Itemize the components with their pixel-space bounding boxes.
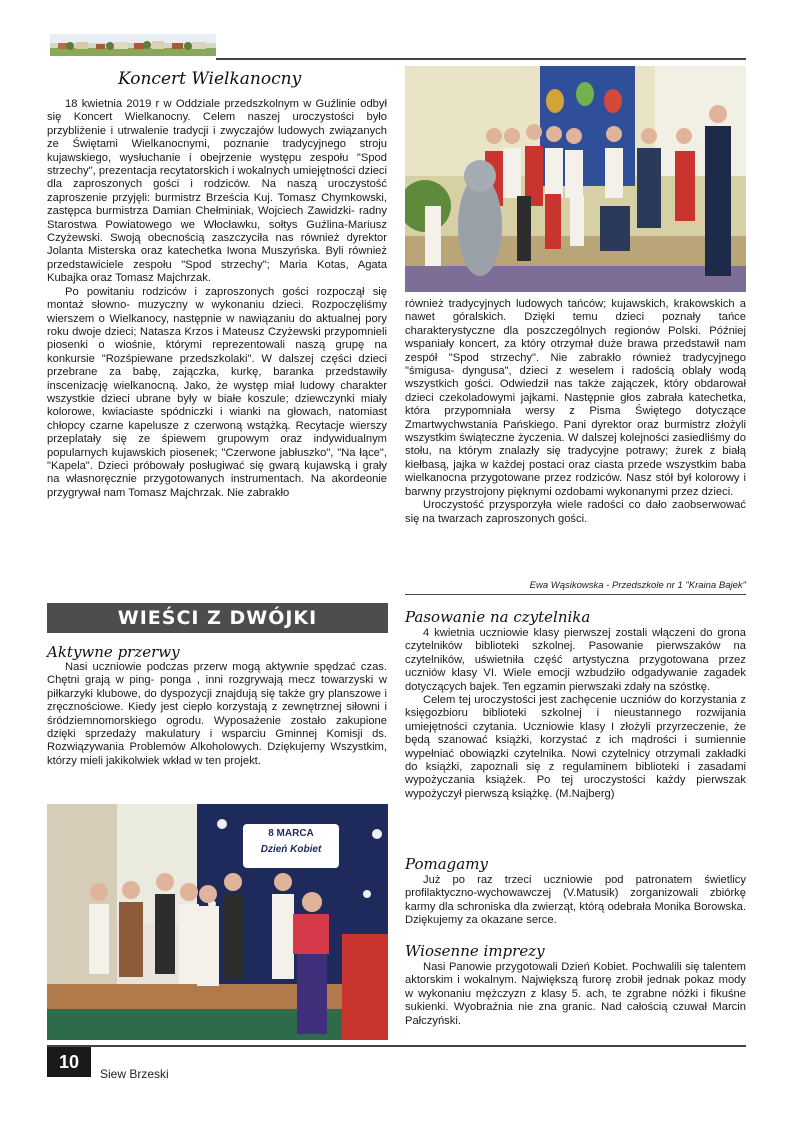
article-paragraph: 18 kwietnia 2019 r w Oddziale przedszkolnym w Guźlinie odbył się Koncert Wielkanocny. Celem naszej uroczystości było przybliżenie i utrwalenie tradycji i zwyczajów ludowych związanych ze Świętami Wielkanocnymi, poznanie tradycyjnego stroju kujawskiego, wysłuchanie i obejrzenie występu zespołu "Spod strzechy", prezentacja recytatorskich i wokalnych umiejętności dzieci dla zaproszonych gości i rodziców. Na naszą uroczystość zaproszenie przyjęli: burmistrz Brześcia Kuj. Tomasz Chymkowski, zastępca burmistrza Damian Chełminiak, Wojciech Zawidzki- radny Starostwa Powiatowego we Włocławku, sołtys Guźlina-Mariusz Czyżewski. Swoją obecnością zaszczyciła nas również dyrektor Jolanta Misterska oraz katechetka Iwona Muszyńska. Byli również przedstawiciele zespołu "Spod strzechy"; Maria Kotas, Agata Kubajka oraz Tomasz Majchrzak. — [47, 98, 387, 285]
pomagamy-text — [405, 874, 746, 934]
article-left-column — [47, 98, 387, 598]
womens-day-sign-line2: Dzień Kobiet — [260, 844, 322, 855]
folk-group-photo — [405, 66, 746, 292]
group-photo-image — [405, 66, 746, 292]
article-paragraph: również tradycyjnych ludowych tańców; kujawskich, krakowskich a nawet góralskich. Dzięki temu dzieci poznały tańce charakterystyczne dla poszczególnych regionów Polski. Później wspaniały koncert, za który otrzymał duże brawa przedstawił nam zespół "Spod strzechy". Nie zabrakło również tradycyjnego "śmigusa- dyngusa", dzieci z weselem i radością oblały wodą wszystkich gości. Odwiedził nas także zajączek, który obdarował dzieci czekoladowymi jajkami. Następnie głos zabrała katechetka, która przypomniała wersy z Pisma Świętego dotyczące Zmartwychwstania Pańskiego. Pani dyrektor oraz burmistrz złożyli wszystkim świąteczne życzenia. W dalszej kolejności zasiedliśmy do stołu, na którym znalazły się tradycyjne potrawy; żurek z białą kiełbasą, jajka w każdej postaci oraz ciasta przede wszystkim baba wielkanocna przygotowane przez rodziców. Nasz stół był kolorowy i barwny przystrojony pięknymi ozdobami wykonanymi przez dzieci. — [405, 298, 746, 498]
article-paragraph: Uroczystość przysporzyła wiele radości co dało zaobserwować się na twarzach zaproszonych gości. — [405, 499, 746, 525]
pomagamy-title: Pomagamy — [405, 855, 488, 873]
aktywne-paragraph: Nasi uczniowie podczas przerw mogą aktywnie spędzać czas. Chętni grają w ping- ponga , inni rozgrywają mecz towarzyski w piłkarzyki klubowe, do dyspozycji znajdują się także gry planszowe i zręcznościowe. Kiedy jest ciepło korzystają z zewnętrznej siłowni i śródziemnomorskiego ogrodu. Wyposażenie zostało zakupione dzięki sprzedaży makulatury i wsparciu Gminnej Komisji ds. Rozwiązywania Problemów Alkoholowych. Dziękujemy Wszystkim, którzy mieli jakikolwiek wkład w ten projekt. — [47, 661, 387, 767]
page-number: 10 — [47, 1047, 91, 1077]
article-title: Koncert Wielkanocny — [118, 69, 302, 89]
section-banner: WIEŚCI Z DWÓJKI — [47, 603, 388, 633]
header-village-thumbnail — [50, 34, 216, 56]
wiosenne-text — [405, 961, 746, 1037]
pasowanie-text — [405, 627, 746, 849]
womens-day-image — [47, 804, 388, 1040]
magazine-title: Siew Brzeski — [100, 1067, 169, 1081]
article-paragraph: Po powitaniu rodziców i zaproszonych gości rozpoczął się montaż słowno- muzyczny w wykonaniu dzieci. Rozpoczęliśmy wierszem o Wielkanocy, następnie w nawiązaniu do aktualnej pory roku dwoje dzieci; Natasza Krzos i Mateusz Czyżewski przypomnieli piosenki o wiośnie, którymi reprezentowali naszą grupę na konkursie "Rozśpiewane przedszkolaki". W dalszej części dzieci przebrane za babę, zajączka, kurkę, baranka przedstawiły inscenizację wielkanocną. Jako, że występ miał ludowy charakter wszystkie dzieci ubrane były w białe koszule; dziewczynki miały kolorowe, kwiaciaste spódniczki i wianki na głowach, natomiast chłopcy czarne kapelusze z czerwoną wstążką. Recytacje wierszy przeplatały się ze śpiewem grupowym oraz indywidualnym popularnych kujawskich piosenek; "Czerwone jabłuszko", "Na łące", "Kapela". Dzieci próbowały posługiwać się gwarą kujawską i grały na własnoręcznie przygotowanych instrumentach. Na akordeonie przygrywał nam Tomasz Majchrzak. Nie zabrakło — [47, 285, 387, 499]
article-divider — [405, 594, 746, 595]
pasowanie-paragraph: 4 kwietnia uczniowie klasy pierwszej zostali włączeni do grona czytelników biblioteki szkolnej. Pasowanie pierwszaków na czytelników, uświetniła część artystyczna przygotowana przez uczniów klasy VI. Wiele emocji wzbudziło odgadywanie zagadek dotyczących bajek. Ten egzamin pierwszaki zdały na szóstkę. — [405, 627, 746, 693]
aktywne-text — [47, 661, 387, 797]
womens-day-photo — [47, 804, 388, 1040]
article-credit: Ewa Wąsikowska - Przedszkole nr 1 "Kraina Bajek" — [529, 580, 746, 591]
article-right-column — [405, 298, 746, 578]
header-rule — [216, 58, 746, 60]
wiosenne-paragraph: Nasi Panowie przygotowali Dzień Kobiet. Pochwalili się talentem aktorskim i wokalnym. Największą furorę zrobił jednak pokaz mody w wykonaniu mężczyzn z klasy 5. ach, te zgrabne nóżki i fikuśne sukienki. Wyobraźnia nie zna granic. Nad całością czuwał Marcin Pałczyński. — [405, 961, 746, 1027]
pasowanie-paragraph: Celem tej uroczystości jest zachęcenie uczniów do korzystania z księgozbioru biblioteki szkolnej i nieustannego rozwijania umiejętności czytania. Uczniowie klasy I złożyli przyrzeczenie, że będą szanować książki, korzystać z ich mądrości i sumiennie wypełniać obowiązki czytelnika. Nowi czytelnicy otrzymali zakładki do książki, zapoznali się z regulaminem biblioteki i zasadami wypożyczania książek. Po tej uroczystości każdy pierwszak wypożyczył pierwszą książkę. (M.Najberg) — [405, 694, 746, 800]
pasowanie-title: Pasowanie na czytelnika — [405, 608, 591, 626]
wiosenne-title: Wiosenne imprezy — [405, 942, 545, 960]
aktywne-title: Aktywne przerwy — [47, 643, 180, 661]
womens-day-sign-line1: 8 MARCA — [268, 828, 314, 839]
footer-rule — [47, 1045, 746, 1047]
pomagamy-paragraph: Już po raz trzeci uczniowie pod patronatem świetlicy profilaktyczno-wychowawczej (V.Matusik) zorganizowali zbiórkę karmy dla schroniska dla zwierząt, którą odebrała Monika Borowska. Dziękujemy za okazane serce. — [405, 874, 746, 927]
village-panorama-icon — [50, 34, 216, 56]
